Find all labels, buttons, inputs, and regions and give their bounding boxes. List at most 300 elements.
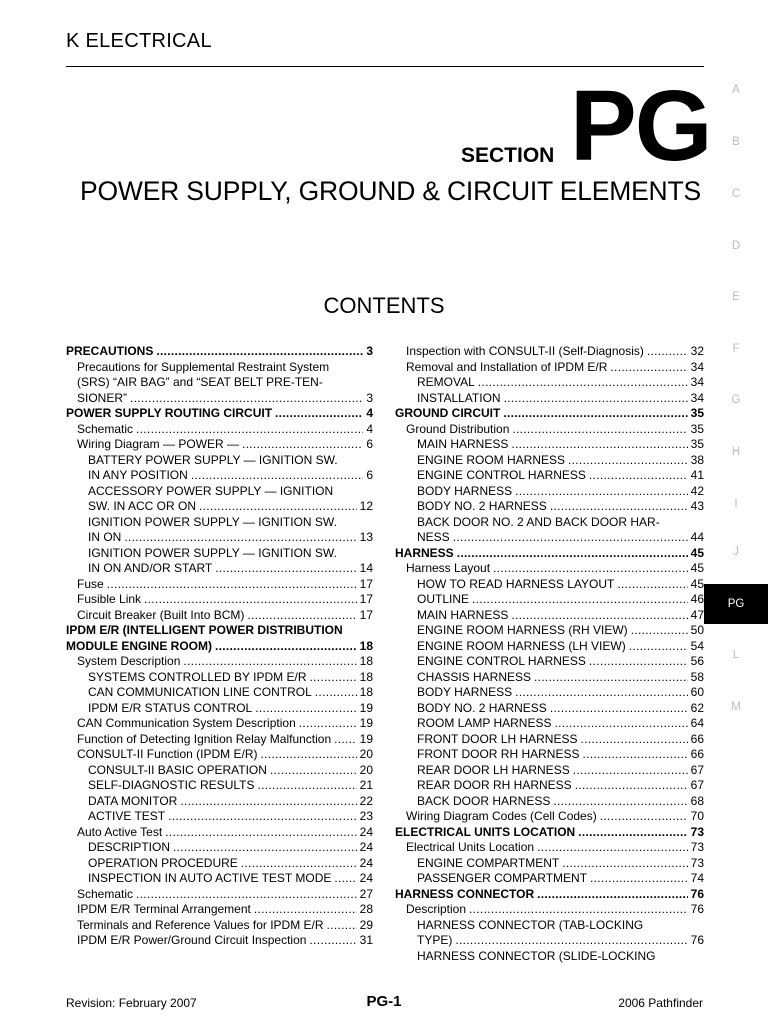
toc-entry-title: REAR DOOR LH HARNESS: [417, 762, 570, 777]
toc-entry-page: 50: [690, 623, 704, 637]
toc-dot-leader: [537, 887, 688, 903]
toc-entry-page: 23: [359, 809, 373, 823]
toc-entry-title: ENGINE ROOM HARNESS (RH VIEW): [417, 623, 628, 637]
toc-entry[interactable]: [66, 608, 373, 624]
toc-entry[interactable]: [395, 825, 704, 841]
toc-entry[interactable]: [66, 856, 373, 872]
index-tab-f[interactable]: F: [732, 343, 740, 355]
toc-entry[interactable]: [66, 422, 373, 438]
toc-entry[interactable]: [66, 499, 373, 515]
toc-dot-leader: [582, 747, 687, 763]
toc-entry[interactable]: [395, 639, 704, 655]
toc-dot-leader: [254, 902, 357, 918]
toc-entry-page: 17: [359, 592, 373, 606]
toc-entry-page: 42: [690, 483, 704, 498]
toc-entry[interactable]: [395, 608, 704, 624]
index-tab-a[interactable]: A: [732, 84, 740, 96]
toc-dot-leader: [589, 468, 688, 484]
toc-dot-leader: [512, 422, 687, 438]
toc-entry-page: 20: [359, 747, 373, 761]
toc-entry-page: 19: [359, 716, 373, 730]
toc-dot-leader: [130, 391, 363, 407]
toc-entry-title: FRONT DOOR LH HARNESS: [417, 731, 578, 746]
toc-entry-title: MODULE ENGINE ROOM): [66, 638, 212, 653]
toc-entry-page: 35: [690, 421, 704, 436]
toc-entry[interactable]: [66, 747, 373, 763]
toc-entry-page: 67: [690, 762, 704, 777]
footer-revision: Revision: February 2007: [66, 996, 197, 1010]
toc-entry-title: IPDM E/R (INTELLIGENT POWER DISTRIBUTION: [66, 623, 343, 637]
toc-entry[interactable]: [395, 577, 704, 593]
toc-entry[interactable]: [395, 499, 704, 515]
toc-entry[interactable]: [395, 840, 704, 856]
toc-entry-title: Inspection with CONSULT-II (Self-Diagnosis): [406, 344, 644, 358]
toc-dot-leader: [589, 654, 688, 670]
toc-entry-title: ELECTRICAL UNITS LOCATION: [395, 824, 576, 839]
toc-entry-title: MAIN HARNESS: [417, 437, 509, 451]
toc-entry[interactable]: [395, 406, 704, 422]
toc-entry-page: 41: [690, 468, 704, 482]
toc-entry-page: 64: [690, 716, 704, 730]
toc-entry[interactable]: [66, 732, 373, 748]
toc-entry-title: HARNESS CONNECTOR: [395, 886, 535, 901]
toc-entry[interactable]: [66, 484, 373, 500]
toc-entry-title: CONSULT-II Function (IPDM E/R): [77, 747, 258, 761]
toc-entry[interactable]: [395, 701, 704, 717]
toc-dot-leader: [580, 732, 687, 748]
toc-entry-page: 24: [359, 855, 373, 870]
toc-entry[interactable]: [66, 902, 373, 918]
toc-entry-page: 66: [690, 731, 704, 746]
toc-entry-title: OPERATION PROCEDURE: [88, 855, 238, 870]
toc-entry[interactable]: [395, 515, 704, 531]
toc-entry[interactable]: [395, 747, 704, 763]
index-tab-m[interactable]: M: [731, 701, 741, 713]
toc-dot-leader: [554, 716, 687, 732]
toc-entry[interactable]: [395, 592, 704, 608]
index-tab-b[interactable]: B: [732, 136, 740, 148]
toc-entry-title: Harness Layout: [406, 561, 491, 575]
toc-entry-title: INSTALLATION: [417, 390, 501, 405]
toc-entry-page: 3: [366, 344, 373, 358]
toc-dot-leader: [600, 809, 688, 825]
toc-entry-page: 45: [690, 561, 704, 575]
toc-entry-page: 24: [359, 871, 373, 885]
header-rule: [66, 66, 704, 67]
toc-entry-title: IPDM E/R STATUS CONTROL: [88, 700, 253, 715]
toc-entry-title: OUTLINE: [417, 592, 470, 606]
toc-entry[interactable]: [395, 360, 704, 376]
toc-entry-page: 35: [690, 437, 704, 451]
toc-entry-title: Circuit Breaker (Built Into BCM): [77, 607, 245, 622]
toc-entry-title: PRECAUTIONS: [66, 344, 154, 358]
toc-dot-leader: [191, 468, 364, 484]
toc-entry-page: 45: [690, 545, 704, 560]
toc-dot-leader: [573, 763, 688, 779]
toc-entry-page: 45: [690, 576, 704, 591]
toc-entry-page: 35: [690, 406, 704, 420]
toc-dot-leader: [575, 778, 688, 794]
toc-entry-page: 18: [359, 669, 373, 684]
toc-entry-page: 68: [690, 793, 704, 808]
toc-entry-page: 66: [690, 747, 704, 761]
index-tab-d[interactable]: D: [731, 240, 741, 252]
toc-entry-title: SW. IN ACC OR ON: [88, 499, 197, 513]
toc-entry-title: PASSENGER COMPARTMENT: [417, 871, 588, 885]
index-tab-pg[interactable]: PG: [704, 584, 768, 624]
toc-entry[interactable]: [66, 716, 373, 732]
toc-entry[interactable]: [66, 468, 373, 484]
toc-entry[interactable]: [66, 406, 373, 422]
toc-dot-leader: [199, 499, 357, 515]
toc-entry-page: 22: [359, 793, 373, 808]
toc-entry[interactable]: [395, 809, 704, 825]
toc-entry[interactable]: [395, 654, 704, 670]
toc-entry-title: ENGINE ROOM HARNESS: [417, 452, 566, 467]
toc-entry-page: 76: [690, 902, 704, 916]
section-title: POWER SUPPLY, GROUND & CIRCUIT ELEMENTS: [80, 176, 701, 206]
toc-entry-title: CAN COMMUNICATION LINE CONTROL: [88, 685, 312, 699]
toc-entry-title: Schematic: [77, 886, 134, 901]
toc-entry-title: IN ON: [88, 530, 122, 544]
toc-entry-title: POWER SUPPLY ROUTING CIRCUIT: [66, 406, 273, 420]
toc-entry-page: 60: [690, 685, 704, 699]
toc-entry[interactable]: [395, 623, 704, 639]
toc-entry-page: 20: [359, 762, 373, 777]
toc-entry[interactable]: [66, 530, 373, 546]
toc-dot-leader: [327, 918, 357, 934]
toc-entry-page: 38: [690, 452, 704, 467]
toc-entry[interactable]: [395, 949, 704, 965]
toc-entry[interactable]: [395, 530, 704, 546]
toc-dot-leader: [553, 794, 687, 810]
toc-dot-leader: [469, 902, 688, 918]
toc-entry-title: BATTERY POWER SUPPLY — IGNITION SW.: [88, 452, 338, 467]
toc-entry-title: BODY HARNESS: [417, 685, 513, 699]
toc-entry-page: 34: [690, 390, 704, 405]
toc-entry-title: IGNITION POWER SUPPLY — IGNITION SW.: [88, 514, 337, 529]
toc-dot-leader: [215, 639, 357, 655]
toc-dot-leader: [453, 530, 688, 546]
index-tab-e[interactable]: E: [732, 291, 740, 303]
toc-entry-title: Fusible Link: [77, 592, 142, 606]
toc-dot-leader: [504, 391, 688, 407]
toc-entry[interactable]: [395, 732, 704, 748]
toc-entry-page: 6: [366, 468, 373, 482]
toc-entry[interactable]: [395, 887, 704, 903]
toc-entry[interactable]: [395, 871, 704, 887]
toc-entry[interactable]: [66, 561, 373, 577]
toc-entry-page: 18: [359, 685, 373, 699]
toc-entry-title: ENGINE COMPARTMENT: [417, 855, 560, 870]
section-label: SECTION: [461, 144, 555, 167]
toc-entry-page: 46: [690, 592, 704, 606]
toc-dot-leader: [299, 716, 357, 732]
toc-dot-leader: [315, 685, 357, 701]
toc-entry-title: IGNITION POWER SUPPLY — IGNITION SW.: [88, 545, 337, 560]
toc-entry-title: Electrical Units Location: [406, 840, 535, 854]
toc-dot-leader: [457, 546, 688, 562]
toc-entry-title: TYPE): [417, 933, 453, 947]
toc-entry[interactable]: [395, 375, 704, 391]
toc-entry-title: Removal and Installation of IPDM E/R: [406, 359, 608, 374]
toc-entry-title: BACK DOOR HARNESS: [417, 793, 551, 808]
toc-entry[interactable]: [66, 685, 373, 701]
toc-entry[interactable]: [395, 437, 704, 453]
toc-dot-leader: [241, 856, 357, 872]
toc-entry[interactable]: [395, 685, 704, 701]
toc-entry-page: 70: [690, 809, 704, 823]
toc-entry-page: 67: [690, 778, 704, 792]
index-tab-g[interactable]: G: [731, 394, 741, 406]
toc-entry-title: BODY HARNESS: [417, 483, 513, 498]
toc-entry-page: 13: [359, 530, 373, 544]
toc-dot-leader: [537, 840, 688, 856]
toc-entry-title: Terminals and Reference Values for IPDM E/R: [77, 917, 324, 932]
toc-entry-title: CAN Communication System Description: [77, 716, 296, 730]
toc-dot-leader: [631, 623, 688, 639]
toc-dot-leader: [215, 561, 356, 577]
toc-entry[interactable]: [395, 763, 704, 779]
toc-dot-leader: [503, 406, 687, 422]
toc-entry-page: 31: [359, 933, 373, 947]
toc-dot-leader: [578, 825, 687, 841]
toc-entry[interactable]: [66, 670, 373, 686]
toc-entry[interactable]: [66, 871, 373, 887]
toc-dot-leader: [647, 344, 688, 360]
toc-entry-page: 74: [690, 871, 704, 885]
toc-entry-page: 17: [359, 576, 373, 591]
toc-entry-page: 73: [690, 840, 704, 854]
toc-entry-page: 24: [359, 824, 373, 839]
toc-entry-title: DATA MONITOR: [88, 793, 178, 808]
index-tab-j[interactable]: J: [733, 546, 739, 558]
toc-entry-page: 76: [690, 886, 704, 901]
toc-entry-title: BACK DOOR NO. 2 AND BACK DOOR HAR-: [417, 514, 660, 529]
footer-model: 2006 Pathfinder: [618, 996, 703, 1010]
toc-entry-title: CONSULT-II BASIC OPERATION: [88, 762, 267, 777]
toc-entry-page: 14: [359, 561, 373, 575]
toc-entry[interactable]: [66, 825, 373, 841]
toc-entry-title: HOW TO READ HARNESS LAYOUT: [417, 576, 615, 591]
toc-entry[interactable]: [66, 546, 373, 562]
footer-page-number: PG-1: [366, 993, 402, 1010]
toc-entry-title: ENGINE CONTROL HARNESS: [417, 468, 586, 482]
toc-entry-page: 44: [690, 530, 704, 544]
header-category: K ELECTRICAL: [66, 30, 212, 52]
toc-entry-page: 27: [359, 886, 373, 901]
toc-entry-page: 19: [359, 700, 373, 715]
toc-entry[interactable]: [66, 918, 373, 934]
toc-entry[interactable]: [395, 344, 704, 360]
toc-entry-page: 3: [366, 390, 373, 405]
toc-dot-leader: [310, 670, 357, 686]
toc-dot-leader: [550, 499, 688, 515]
toc-dot-leader: [107, 577, 357, 593]
toc-entry[interactable]: [66, 794, 373, 810]
toc-dot-leader: [165, 825, 356, 841]
toc-dot-leader: [156, 344, 363, 360]
toc-entry-page: 29: [359, 917, 373, 932]
toc-entry-title: NESS: [417, 530, 450, 544]
toc-entry[interactable]: [395, 933, 704, 949]
toc-dot-leader: [550, 701, 688, 717]
toc-dot-leader: [478, 375, 688, 391]
toc-entry[interactable]: [66, 577, 373, 593]
contents-heading: CONTENTS: [323, 293, 445, 318]
toc-entry-title: Schematic: [77, 421, 134, 436]
toc-dot-leader: [493, 561, 688, 577]
toc-entry[interactable]: [395, 778, 704, 794]
toc-entry-title: REAR DOOR RH HARNESS: [417, 778, 572, 792]
toc-entry-title: ENGINE ROOM HARNESS (LH VIEW): [417, 638, 626, 653]
toc-entry[interactable]: [395, 918, 704, 934]
toc-dot-leader: [610, 360, 687, 376]
toc-entry-page: 12: [359, 499, 373, 513]
toc-entry-title: MAIN HARNESS: [417, 607, 509, 622]
toc-entry-title: SYSTEMS CONTROLLED BY IPDM E/R: [88, 669, 307, 684]
toc-entry-title: FRONT DOOR RH HARNESS: [417, 747, 580, 761]
section-code: PG: [570, 70, 711, 182]
toc-entry[interactable]: [66, 778, 373, 794]
toc-dot-leader: [309, 933, 356, 949]
toc-dot-leader: [260, 747, 356, 763]
toc-entry[interactable]: [66, 453, 373, 469]
toc-entry-title: BODY NO. 2 HARNESS: [417, 499, 547, 513]
toc-entry[interactable]: [395, 546, 704, 562]
toc-entry-title: SELF-DIAGNOSTIC RESULTS: [88, 778, 255, 792]
toc-dot-leader: [562, 856, 687, 872]
toc-entry-title: System Description: [77, 654, 181, 668]
toc-entry-page: 43: [690, 499, 704, 513]
toc-entry[interactable]: [66, 654, 373, 670]
toc-entry-title: Fuse: [77, 576, 104, 591]
toc-entry[interactable]: [395, 468, 704, 484]
toc-entry[interactable]: [66, 701, 373, 717]
toc-dot-leader: [136, 422, 363, 438]
toc-entry-title: SIONER”: [77, 390, 128, 405]
toc-entry-title: Ground Distribution: [406, 421, 510, 436]
toc-dot-leader: [511, 608, 687, 624]
toc-dot-leader: [590, 871, 688, 887]
toc-entry[interactable]: [66, 375, 373, 391]
toc-entry[interactable]: [66, 623, 373, 639]
toc-dot-leader: [629, 639, 688, 655]
index-tab-h[interactable]: H: [731, 446, 741, 458]
toc-entry-title: HARNESS CONNECTOR (SLIDE-LOCKING: [417, 948, 656, 963]
toc-entry-title: ACCESSORY POWER SUPPLY — IGNITION: [88, 483, 334, 498]
toc-entry-title: IN ON AND/OR START: [88, 561, 213, 575]
toc-entry-title: IPDM E/R Power/Ground Circuit Inspection: [77, 933, 307, 947]
toc-entry-page: 21: [359, 778, 373, 792]
toc-entry[interactable]: [66, 887, 373, 903]
toc-dot-leader: [568, 453, 688, 469]
toc-entry-title: ROOM LAMP HARNESS: [417, 716, 552, 730]
toc-dot-leader: [270, 763, 357, 779]
toc-entry-page: 54: [690, 638, 704, 653]
toc-entry[interactable]: [395, 902, 704, 918]
toc-entry-page: 73: [690, 855, 704, 870]
toc-entry-title: Wiring Diagram — POWER —: [77, 437, 240, 451]
toc-entry[interactable]: [395, 794, 704, 810]
toc-dot-leader: [275, 406, 363, 422]
toc-entry-page: 17: [359, 607, 373, 622]
toc-entry-title: Auto Active Test: [77, 824, 163, 839]
toc-entry-title: Function of Detecting Ignition Relay Malfunction: [77, 731, 332, 746]
toc-entry-page: 32: [690, 344, 704, 358]
toc-dot-leader: [180, 794, 356, 810]
toc-entry-page: 62: [690, 700, 704, 715]
toc-dot-leader: [455, 933, 687, 949]
index-tab-i[interactable]: I: [734, 498, 738, 510]
toc-dot-leader: [334, 732, 357, 748]
toc-entry[interactable]: [395, 422, 704, 438]
toc-dot-leader: [534, 670, 688, 686]
toc-dot-leader: [255, 701, 356, 717]
toc-entry[interactable]: [395, 391, 704, 407]
index-tab-c[interactable]: C: [731, 188, 741, 200]
toc-dot-leader: [617, 577, 687, 593]
toc-entry[interactable]: [395, 670, 704, 686]
toc-entry[interactable]: [66, 809, 373, 825]
toc-entry[interactable]: [66, 840, 373, 856]
index-tab-l[interactable]: L: [732, 649, 740, 661]
toc-entry-page: 76: [690, 933, 704, 947]
toc-entry[interactable]: [66, 592, 373, 608]
toc-entry-page: 58: [690, 669, 704, 684]
toc-entry-page: 6: [366, 437, 373, 451]
toc-entry[interactable]: [395, 856, 704, 872]
toc-entry[interactable]: [66, 639, 373, 655]
toc-entry-page: 73: [690, 824, 704, 839]
toc-entry-title: CHASSIS HARNESS: [417, 669, 532, 684]
toc-entry[interactable]: [395, 716, 704, 732]
toc-entry-title: HARNESS CONNECTOR (TAB-LOCKING: [417, 917, 644, 932]
toc-dot-leader: [472, 592, 688, 608]
toc-left-column: [66, 344, 373, 949]
toc-entry-page: 18: [359, 638, 373, 653]
toc-entry-page: 4: [366, 421, 373, 436]
toc-entry-title: INSPECTION IN AUTO ACTIVE TEST MODE: [88, 871, 332, 885]
toc-dot-leader: [511, 437, 687, 453]
toc-dot-leader: [124, 530, 356, 546]
toc-entry[interactable]: [66, 763, 373, 779]
toc-entry-title: ENGINE CONTROL HARNESS: [417, 654, 586, 668]
toc-entry[interactable]: [66, 344, 373, 360]
toc-entry[interactable]: [66, 391, 373, 407]
toc-entry[interactable]: [395, 484, 704, 500]
toc-dot-leader: [136, 887, 357, 903]
toc-entry[interactable]: [66, 360, 373, 376]
toc-entry-page: 34: [690, 359, 704, 374]
toc-entry[interactable]: [66, 515, 373, 531]
toc-entry-page: 34: [690, 375, 704, 389]
toc-dot-leader: [173, 840, 357, 856]
toc-entry-title: Precautions for Supplemental Restraint System: [77, 359, 330, 374]
toc-entry-page: 18: [359, 654, 373, 668]
toc-entry-title: DESCRIPTION: [88, 840, 171, 854]
toc-entry-title: (SRS) “AIR BAG” and “SEAT BELT PRE-TEN-: [77, 375, 323, 389]
toc-entry[interactable]: [395, 561, 704, 577]
toc-entry[interactable]: [66, 933, 373, 949]
toc-dot-leader: [247, 608, 356, 624]
toc-entry[interactable]: [395, 453, 704, 469]
toc-entry-title: Description: [406, 902, 467, 916]
toc-entry[interactable]: [66, 437, 373, 453]
toc-entry-page: 24: [359, 840, 373, 854]
toc-dot-leader: [242, 437, 363, 453]
toc-entry-page: 47: [690, 607, 704, 622]
